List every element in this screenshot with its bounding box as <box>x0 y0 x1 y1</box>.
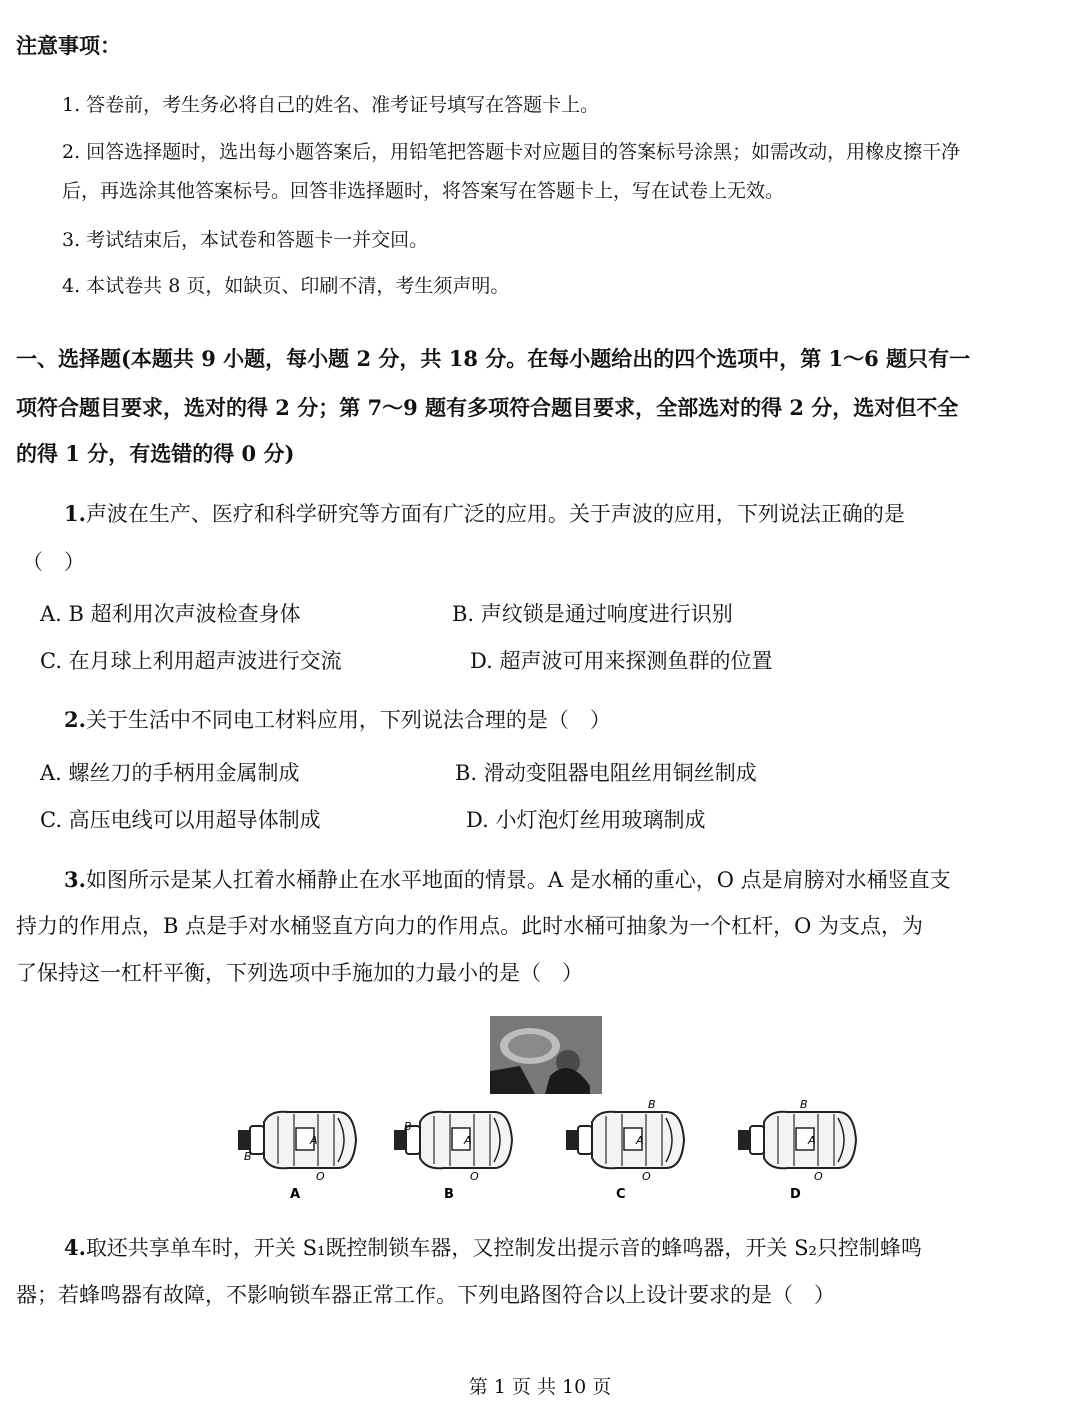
notice-item-4: 4. 本试卷共 8 页，如缺页、印刷不清，考生须声明。 <box>62 275 510 297</box>
q3-stem <box>64 864 951 894</box>
point-a-label: A <box>464 1134 472 1147</box>
q4-stem <box>64 1232 922 1262</box>
notice-title: 注意事项： <box>16 34 121 58</box>
q1-option-a: A. B 超利用次声波检查身体 <box>40 602 301 626</box>
point-a-label: A <box>310 1134 318 1147</box>
notice-item-2-cont: 后，再选涂其他答案标号。回答非选择题时，将答案写在答题卡上，写在试卷上无效。 <box>62 180 785 202</box>
figure-label-c: C <box>616 1187 626 1202</box>
q1-option-d: D. 超声波可用来探测鱼群的位置 <box>470 649 773 673</box>
point-a-label: A <box>808 1134 816 1147</box>
q1-stem-line-1: 声波在生产、医疗和科学研究等方面有广泛的应用。关于声波的应用，下列说法正确的是 <box>85 502 905 526</box>
notice-item-3: 3. 考试结束后，本试卷和答题卡一并交回。 <box>62 229 429 251</box>
figure-label-a: A <box>290 1187 301 1202</box>
point-b-label: B <box>800 1098 808 1111</box>
page-footer: 第 1 页 共 10 页 <box>468 1376 612 1398</box>
figure-d <box>738 1098 856 1202</box>
q2-stem-text: 关于生活中不同电工材料应用，下列说法合理的是（ ） <box>85 708 611 732</box>
q2-option-a: A. 螺丝刀的手柄用金属制成 <box>40 761 300 785</box>
point-o-label: O <box>642 1170 651 1183</box>
q2-option-b: B. 滑动变阻器电阻丝用铜丝制成 <box>455 761 757 785</box>
figure-b <box>394 1112 512 1202</box>
q1-stem <box>64 498 905 528</box>
notice-item-2: 2. 回答选择题时，选出每小题答案后，用铅笔把答题卡对应题目的答案标号涂黑；如需改动，用橡皮擦干净 <box>62 141 961 163</box>
point-o-label: O <box>470 1170 479 1183</box>
q3-photo <box>490 1016 602 1094</box>
q3-figures <box>230 1094 870 1206</box>
section-heading-line-1: 一、选择题(本题共 9 小题，每小题 2 分，共 18 分。在每小题给出的四个选项中，第 1～6 题只有一 <box>16 346 971 371</box>
section-heading-line-3: 的得 1 分，有选错的得 0 分) <box>16 441 295 466</box>
notice-item-1: 1. 答卷前，考生务必将自己的姓名、准考证号填写在答题卡上。 <box>62 94 600 116</box>
q1-stem-line-2: （ ） <box>22 550 85 574</box>
point-o-label: O <box>814 1170 823 1183</box>
figure-a <box>238 1112 356 1202</box>
q4-number: 4. <box>64 1235 86 1260</box>
figure-label-d: D <box>790 1187 801 1202</box>
figure-label-b: B <box>444 1187 454 1202</box>
point-b-label: B <box>648 1098 656 1111</box>
q2-number: 2. <box>64 707 86 732</box>
q3-number: 3. <box>64 867 86 892</box>
q3-stem-line-2: 持力的作用点，B 点是手对水桶竖直方向力的作用点。此时水桶可抽象为一个杠杆，O 为支点，为 <box>16 914 923 938</box>
q2-stem <box>64 704 611 734</box>
point-o-label: O <box>316 1170 325 1183</box>
q1-number: 1. <box>64 501 86 526</box>
point-a-label: A <box>636 1134 644 1147</box>
q3-stem-line-3: 了保持这一杠杆平衡，下列选项中手施加的力最小的是（ ） <box>16 961 583 985</box>
q4-stem-line-1: 取还共享单车时，开关 S₁既控制锁车器，又控制发出提示音的蜂鸣器，开关 S₂只控制蜂鸣 <box>85 1236 922 1260</box>
q4-stem-line-2: 器；若蜂鸣器有故障，不影响锁车器正常工作。下列电路图符合以上设计要求的是（ ） <box>16 1283 835 1307</box>
point-b-label: B <box>244 1150 252 1163</box>
q2-option-d: D. 小灯泡灯丝用玻璃制成 <box>466 808 706 832</box>
figure-c <box>566 1098 684 1202</box>
section-heading-line-2: 项符合题目要求，选对的得 2 分；第 7～9 题有多项符合题目要求，全部选对的得 2 分，选对但不全 <box>16 395 959 420</box>
q1-option-b: B. 声纹锁是通过响度进行识别 <box>452 602 733 626</box>
point-b-label: B <box>404 1120 412 1133</box>
q2-option-c: C. 高压电线可以用超导体制成 <box>40 808 321 832</box>
q3-stem-line-1: 如图所示是某人扛着水桶静止在水平地面的情景。A 是水桶的重心，O 点是肩膀对水桶竖直支 <box>85 868 951 892</box>
q1-option-c: C. 在月球上利用超声波进行交流 <box>40 649 342 673</box>
